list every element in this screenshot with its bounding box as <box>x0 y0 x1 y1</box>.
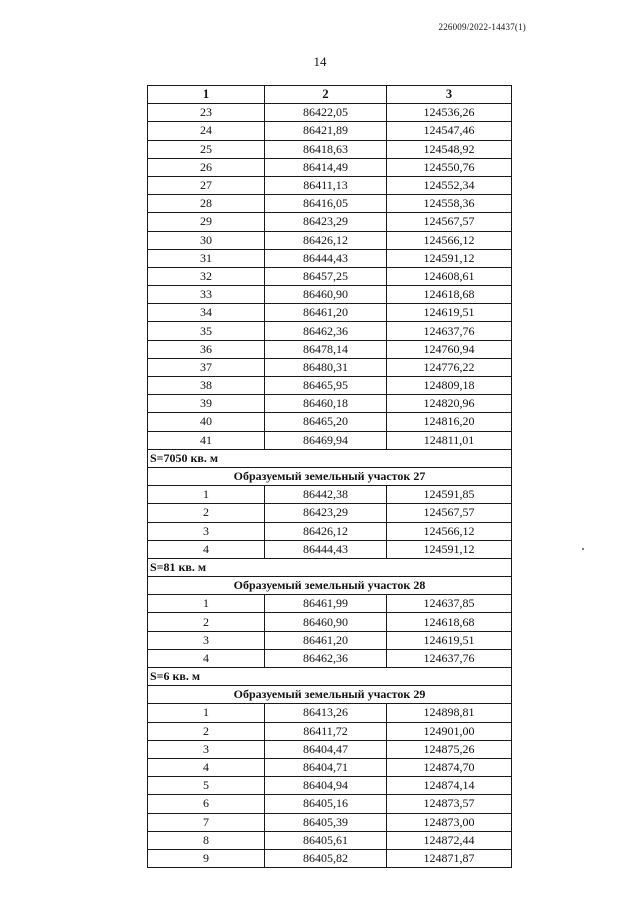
cell-y-coordinate: 124536,26 <box>387 104 512 122</box>
cell-y-coordinate: 124547,46 <box>387 122 512 140</box>
table-row <box>148 758 512 776</box>
table-row <box>148 231 512 249</box>
table-row <box>148 740 512 758</box>
cell-point-number: 8 <box>148 831 265 849</box>
cell-point-number: 2 <box>148 613 265 631</box>
cell-y-coordinate: 124871,87 <box>387 849 512 867</box>
cell-x-coordinate: 86461,20 <box>265 631 387 649</box>
cell-x-coordinate: 86404,47 <box>265 740 387 758</box>
cell-point-number: 1 <box>148 486 265 504</box>
cell-x-coordinate: 86460,90 <box>265 613 387 631</box>
cell-x-coordinate: 86442,38 <box>265 486 387 504</box>
cell-point-number: 3 <box>148 522 265 540</box>
cell-y-coordinate: 124558,36 <box>387 195 512 213</box>
cell-y-coordinate: 124619,51 <box>387 304 512 322</box>
cell-point-number: 32 <box>148 267 265 285</box>
table-row <box>148 849 512 867</box>
cell-y-coordinate: 124618,68 <box>387 613 512 631</box>
cell-y-coordinate: 124548,92 <box>387 140 512 158</box>
table-row <box>148 722 512 740</box>
cell-y-coordinate: 124567,57 <box>387 213 512 231</box>
cell-point-number: 7 <box>148 813 265 831</box>
cell-y-coordinate: 124637,76 <box>387 322 512 340</box>
cell-x-coordinate: 86416,05 <box>265 195 387 213</box>
cell-y-coordinate: 124566,12 <box>387 231 512 249</box>
scan-speck <box>582 548 584 550</box>
cell-point-number: 26 <box>148 158 265 176</box>
table-row <box>148 540 512 558</box>
cell-x-coordinate: 86444,43 <box>265 540 387 558</box>
cell-point-number: 24 <box>148 122 265 140</box>
cell-point-number: 40 <box>148 413 265 431</box>
cell-y-coordinate: 124591,12 <box>387 249 512 267</box>
cell-x-coordinate: 86457,25 <box>265 267 387 285</box>
cell-point-number: 4 <box>148 649 265 667</box>
cell-x-coordinate: 86422,05 <box>265 104 387 122</box>
cell-x-coordinate: 86418,63 <box>265 140 387 158</box>
cell-y-coordinate: 124874,14 <box>387 777 512 795</box>
cell-y-coordinate: 124873,00 <box>387 813 512 831</box>
cell-y-coordinate: 124637,76 <box>387 649 512 667</box>
cell-x-coordinate: 86423,29 <box>265 213 387 231</box>
document-reference-number: 226009/2022-14437(1) <box>438 22 526 32</box>
cell-y-coordinate: 124898,81 <box>387 704 512 722</box>
table-row <box>148 504 512 522</box>
cell-x-coordinate: 86444,43 <box>265 249 387 267</box>
column-header-x: 2 <box>265 86 387 104</box>
cell-y-coordinate: 124872,44 <box>387 831 512 849</box>
cell-point-number: 35 <box>148 322 265 340</box>
cell-x-coordinate: 86404,71 <box>265 758 387 776</box>
cell-x-coordinate: 86462,36 <box>265 322 387 340</box>
cell-x-coordinate: 86405,82 <box>265 849 387 867</box>
table-row <box>148 413 512 431</box>
cell-x-coordinate: 86426,12 <box>265 231 387 249</box>
table-row <box>148 249 512 267</box>
table-row <box>148 431 512 449</box>
cell-y-coordinate: 124591,85 <box>387 486 512 504</box>
table-row <box>148 195 512 213</box>
parcel-area: S=7050 кв. м <box>148 449 512 467</box>
cell-x-coordinate: 86461,99 <box>265 595 387 613</box>
area-row <box>148 449 512 467</box>
cell-point-number: 34 <box>148 304 265 322</box>
column-header-y: 3 <box>387 86 512 104</box>
table-row <box>148 704 512 722</box>
cell-y-coordinate: 124567,57 <box>387 504 512 522</box>
parcel-title: Образуемый земельный участок 27 <box>148 467 512 485</box>
table-row <box>148 631 512 649</box>
table-row <box>148 176 512 194</box>
cell-point-number: 3 <box>148 631 265 649</box>
coordinates-table <box>147 85 512 868</box>
table-row <box>148 813 512 831</box>
cell-point-number: 25 <box>148 140 265 158</box>
cell-y-coordinate: 124760,94 <box>387 340 512 358</box>
cell-x-coordinate: 86405,16 <box>265 795 387 813</box>
cell-x-coordinate: 86423,29 <box>265 504 387 522</box>
parcel-area: S=81 кв. м <box>148 558 512 576</box>
cell-x-coordinate: 86469,94 <box>265 431 387 449</box>
cell-y-coordinate: 124874,70 <box>387 758 512 776</box>
table-row <box>148 613 512 631</box>
parcel-title: Образуемый земельный участок 28 <box>148 577 512 595</box>
cell-x-coordinate: 86465,95 <box>265 377 387 395</box>
cell-x-coordinate: 86421,89 <box>265 122 387 140</box>
parcel-area: S=6 кв. м <box>148 668 512 686</box>
cell-y-coordinate: 124776,22 <box>387 358 512 376</box>
column-header-point: 1 <box>148 86 265 104</box>
table-row <box>148 358 512 376</box>
cell-y-coordinate: 124552,34 <box>387 176 512 194</box>
cell-y-coordinate: 124608,61 <box>387 267 512 285</box>
table-row <box>148 267 512 285</box>
area-row <box>148 668 512 686</box>
table-row <box>148 104 512 122</box>
cell-point-number: 28 <box>148 195 265 213</box>
cell-point-number: 1 <box>148 704 265 722</box>
cell-point-number: 38 <box>148 377 265 395</box>
table-row <box>148 831 512 849</box>
cell-point-number: 4 <box>148 540 265 558</box>
cell-x-coordinate: 86478,14 <box>265 340 387 358</box>
cell-point-number: 2 <box>148 722 265 740</box>
cell-y-coordinate: 124618,68 <box>387 286 512 304</box>
cell-y-coordinate: 124820,96 <box>387 395 512 413</box>
cell-y-coordinate: 124873,57 <box>387 795 512 813</box>
cell-point-number: 36 <box>148 340 265 358</box>
parcel-title: Образуемый земельный участок 29 <box>148 686 512 704</box>
cell-point-number: 39 <box>148 395 265 413</box>
table-row <box>148 322 512 340</box>
cell-x-coordinate: 86426,12 <box>265 522 387 540</box>
table-row <box>148 140 512 158</box>
cell-x-coordinate: 86404,94 <box>265 777 387 795</box>
table-row <box>148 304 512 322</box>
parcel-title-row <box>148 467 512 485</box>
table-row <box>148 595 512 613</box>
cell-point-number: 29 <box>148 213 265 231</box>
cell-point-number: 2 <box>148 504 265 522</box>
cell-x-coordinate: 86411,13 <box>265 176 387 194</box>
cell-y-coordinate: 124901,00 <box>387 722 512 740</box>
cell-point-number: 4 <box>148 758 265 776</box>
cell-x-coordinate: 86414,49 <box>265 158 387 176</box>
cell-point-number: 23 <box>148 104 265 122</box>
cell-y-coordinate: 124566,12 <box>387 522 512 540</box>
area-row <box>148 558 512 576</box>
cell-y-coordinate: 124619,51 <box>387 631 512 649</box>
cell-x-coordinate: 86461,20 <box>265 304 387 322</box>
cell-point-number: 6 <box>148 795 265 813</box>
cell-point-number: 9 <box>148 849 265 867</box>
cell-y-coordinate: 124550,76 <box>387 158 512 176</box>
parcel-title-row <box>148 577 512 595</box>
cell-point-number: 37 <box>148 358 265 376</box>
cell-x-coordinate: 86405,61 <box>265 831 387 849</box>
cell-y-coordinate: 124811,01 <box>387 431 512 449</box>
cell-y-coordinate: 124875,26 <box>387 740 512 758</box>
table-row <box>148 340 512 358</box>
table-row <box>148 649 512 667</box>
cell-x-coordinate: 86480,31 <box>265 358 387 376</box>
cell-x-coordinate: 86462,36 <box>265 649 387 667</box>
cell-point-number: 30 <box>148 231 265 249</box>
coordinates-table-body <box>148 86 512 868</box>
cell-y-coordinate: 124637,85 <box>387 595 512 613</box>
cell-x-coordinate: 86411,72 <box>265 722 387 740</box>
cell-point-number: 31 <box>148 249 265 267</box>
table-row <box>148 213 512 231</box>
cell-x-coordinate: 86460,18 <box>265 395 387 413</box>
cell-x-coordinate: 86460,90 <box>265 286 387 304</box>
table-row <box>148 377 512 395</box>
table-row <box>148 777 512 795</box>
cell-y-coordinate: 124816,20 <box>387 413 512 431</box>
table-header-row <box>148 86 512 104</box>
cell-point-number: 1 <box>148 595 265 613</box>
table-row <box>148 522 512 540</box>
cell-point-number: 27 <box>148 176 265 194</box>
table-row <box>148 122 512 140</box>
cell-x-coordinate: 86465,20 <box>265 413 387 431</box>
cell-x-coordinate: 86405,39 <box>265 813 387 831</box>
table-row <box>148 395 512 413</box>
page-number: 14 <box>313 54 327 69</box>
cell-y-coordinate: 124809,18 <box>387 377 512 395</box>
table-row <box>148 158 512 176</box>
cell-y-coordinate: 124591,12 <box>387 540 512 558</box>
cell-point-number: 5 <box>148 777 265 795</box>
table-row <box>148 286 512 304</box>
table-row <box>148 486 512 504</box>
cell-point-number: 41 <box>148 431 265 449</box>
cell-point-number: 33 <box>148 286 265 304</box>
cell-point-number: 3 <box>148 740 265 758</box>
parcel-title-row <box>148 686 512 704</box>
table-row <box>148 795 512 813</box>
cell-x-coordinate: 86413,26 <box>265 704 387 722</box>
